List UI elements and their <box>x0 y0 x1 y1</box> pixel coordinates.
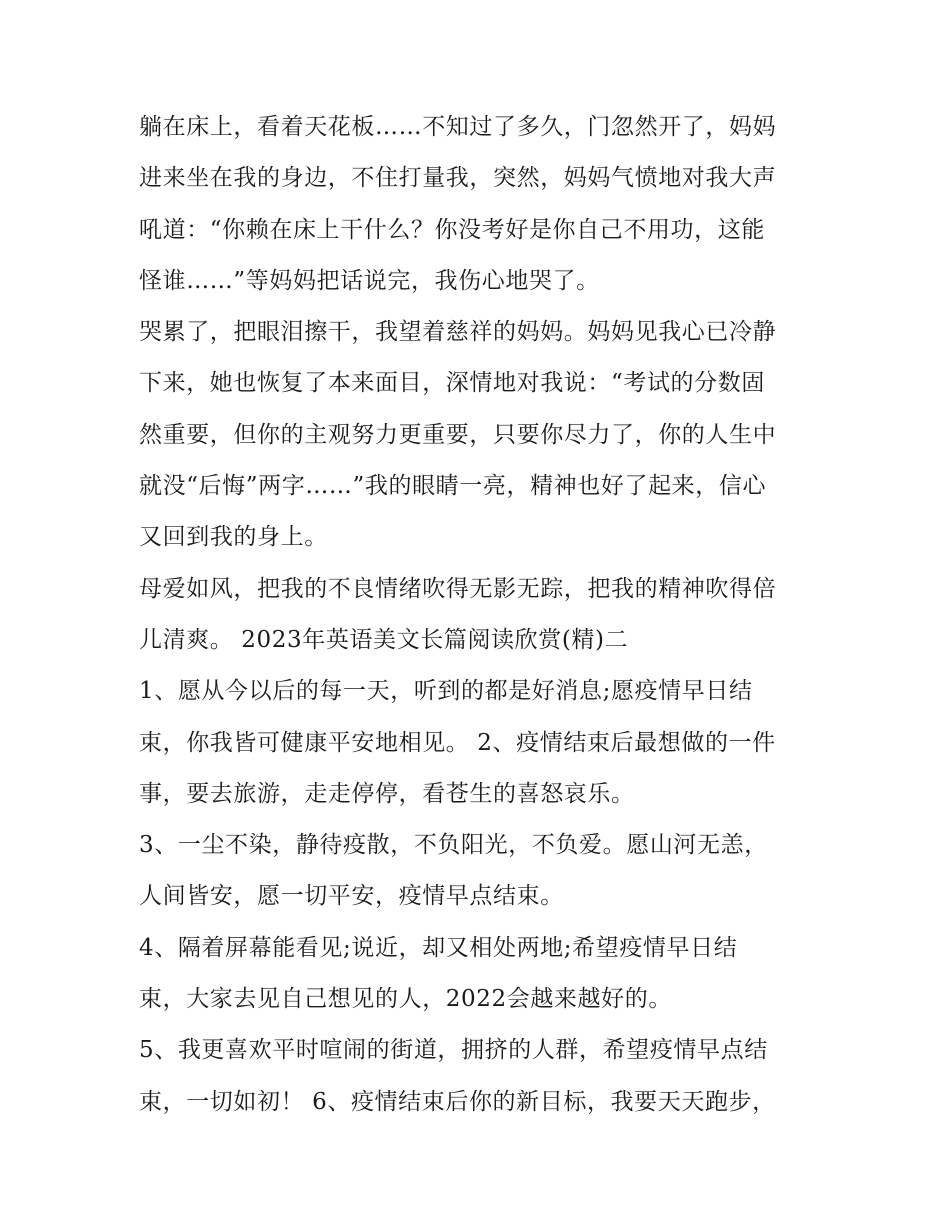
text-line: 吼道：“你赖在床上干什么？你没考好是你自己不用功，这能 <box>139 216 765 243</box>
text-line: 4、隔着屏幕能看见;说近，却又相处两地;希望疫情早日结 <box>139 934 738 961</box>
text-line: 然重要，但你的主观努力更重要，只要你尽力了，你的人生中 <box>139 421 777 448</box>
text-line: 儿清爽。 2023年英语美文长篇阅读欣赏(精)二 <box>139 626 629 653</box>
text-line: 束，一切如初！ 6、疫情结束后你的新目标，我要天天跑步， <box>139 1088 776 1115</box>
text-line: 束，大家去见自己想见的人，2022会越来越好的。 <box>139 986 672 1013</box>
text-line: 1、愿从今以后的每一天，听到的都是好消息;愿疫情早日结 <box>139 678 753 705</box>
text-line: 进来坐在我的身边，不住打量我，突然，妈妈气愤地对我大声 <box>139 165 777 192</box>
text-line: 怪谁……”等妈妈把话说完，我伤心地哭了。 <box>139 267 600 294</box>
text-line: 又回到我的身上。 <box>139 524 328 551</box>
text-line: 3、一尘不染，静待疫散，不负阳光，不负爱。愿山河无恙， <box>139 832 768 859</box>
text-line: 就没“后悔”两字……”我的眼睛一亮，精神也好了起来，信心 <box>139 473 767 500</box>
text-line: 哭累了，把眼泪擦干，我望着慈祥的妈妈。妈妈见我心已冷静 <box>139 319 777 346</box>
text-line: 事，要去旅游，走走停停，看苍生的喜怒哀乐。 <box>139 780 635 807</box>
text-line: 下来，她也恢复了本来面目，深情地对我说：“考试的分数固 <box>139 370 765 397</box>
text-line: 束，你我皆可健康平安地相见。 2、疫情结束后最想做的一件 <box>139 729 776 756</box>
text-line: 母爱如风，把我的不良情绪吹得无影无踪，把我的精神吹得倍 <box>139 575 777 602</box>
body-text <box>139 102 819 1128</box>
text-line: 躺在床上，看着天花板……不知过了多久，门忽然开了，妈妈 <box>139 114 777 140</box>
text-line: 5、我更喜欢平时喧闹的街道，拥挤的人群，希望疫情早点结 <box>139 1037 768 1064</box>
text-line: 人间皆安，愿一切平安，疫情早点结束。 <box>139 883 564 910</box>
